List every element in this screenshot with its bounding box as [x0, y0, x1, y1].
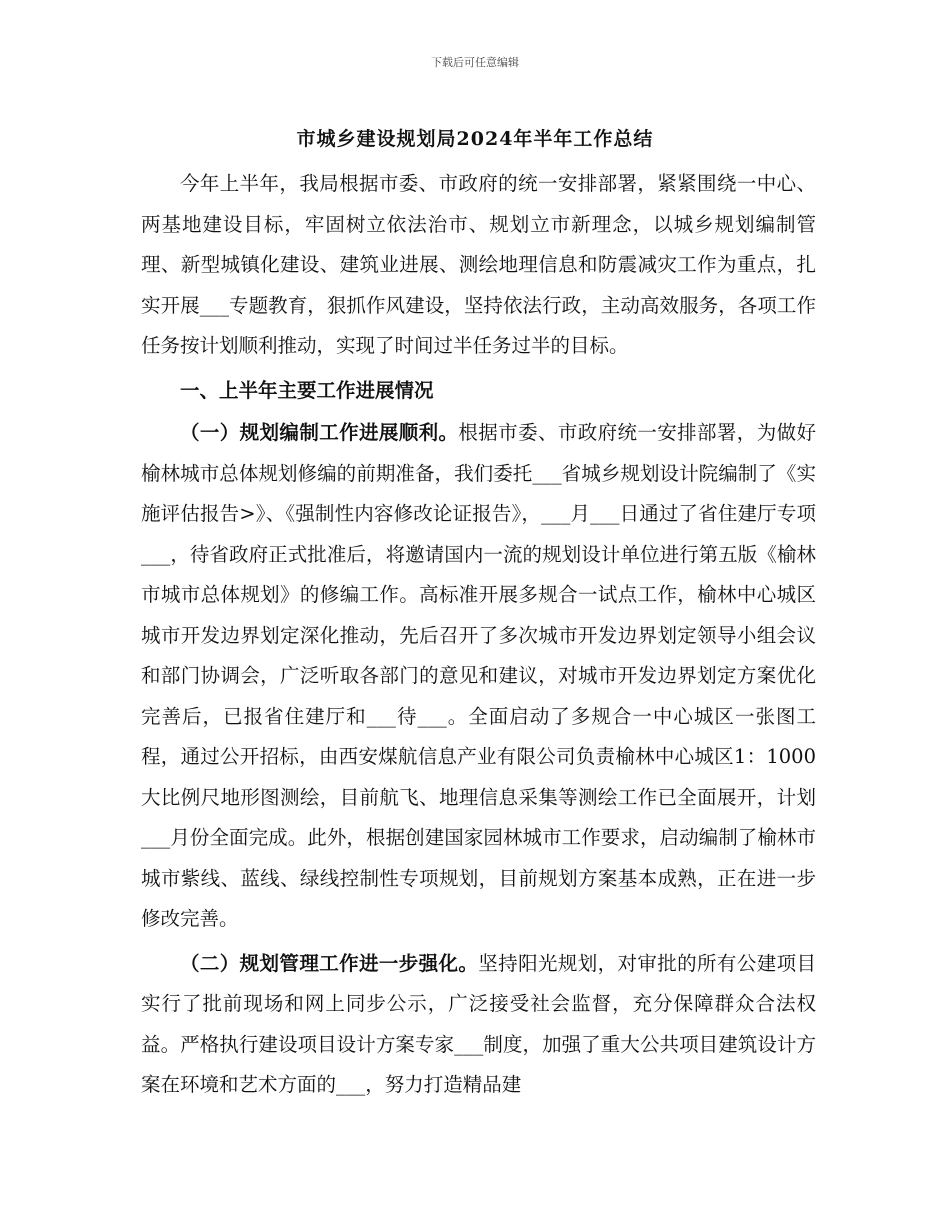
document-body — [141, 164, 816, 1110]
item-1-paragraph — [141, 413, 816, 940]
item-1-body: 根据市委、市政府统一安排部署，为做好榆林城市总体规划修编的前期准备，我们委托___省城乡规划设计院编制了《实施评估报告>》、《强制性内容修改论证报告》，___月___日通过了省住建厅专项___，待省政府正式批准后，将邀请国内一流的规划设计单位进行第五版《榆林市城市总体规划》的修编工作。高标准开展多规合一试点工作，榆林中心城区城市开发边界划定深化推动，先后召开了多次城市开发边界划定领导小组会议和部门协调会，广泛听取各部门的意见和建议，对城市开发边界划定方案优化完善后，已报省住建厅和___待___。全面启动了多规合一中心城区一张图工程，通过公开招标，由西安煤航信息产业有限公司负责榆林中心城区1：1000大比例尺地形图测绘，目前航飞、地理信息采集等测绘工作已全面展开，计划___月份全面完成。此外，根据创建国家园林城市工作要求，启动编制了榆林市城市紫线、蓝线、绿线控制性专项规划，目前规划方案基本成熟，正在进一步修改完善。 — [141, 421, 816, 930]
page-header-note: 下载后可任意编辑 — [431, 56, 519, 69]
item-2-lead: （二）规划管理工作进一步强化。 — [180, 951, 479, 975]
item-1-lead: （一）规划编制工作进展顺利。 — [180, 421, 459, 444]
intro-paragraph: 今年上半年，我局根据市委、市政府的统一安排部署，紧紧围绕一中心、两基地建设目标，牢固树立依法治市、规划立市新理念，以城乡规划编制管理、新型城镇化建设、建筑业进展、测绘地理信息和防震减灾工作为重点，扎实开展___专题教育，狠抓作风建设，坚持依法行政，主动高效服务，各项工作任务按计划顺利推动，实现了时间过半任务过半的目标。 — [141, 172, 816, 357]
document-title: 市城乡建设规划局2024年半年工作总结 — [296, 128, 654, 150]
item-2-paragraph — [141, 944, 816, 1106]
section-heading: 一、上半年主要工作进展情况 — [180, 378, 434, 402]
item-2-body: 坚持阳光规划，对审批的所有公建项目实行了批前现场和网上同步公示，广泛接受社会监督，充分保障群众合法权益。严格执行建设项目设计方案专家___制度，加强了重大公共项目建筑设计方案在环境和艺术方面的___，努力打造精品建 — [141, 951, 816, 1096]
